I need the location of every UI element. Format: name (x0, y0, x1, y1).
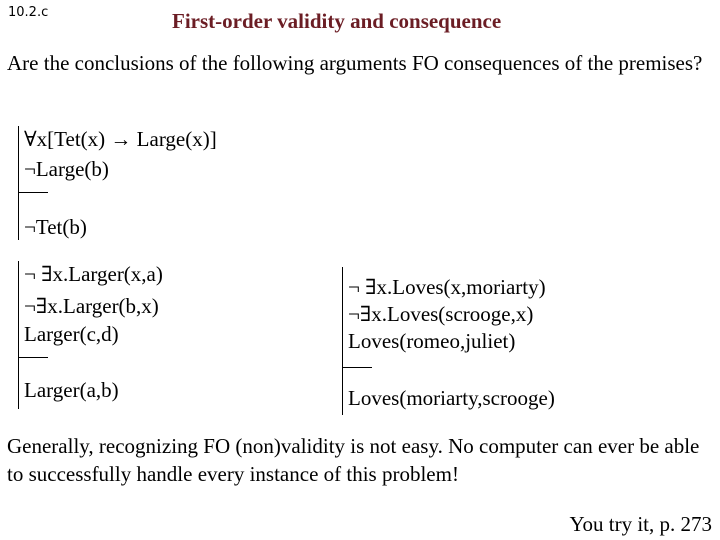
fitch-vertical-bar (18, 126, 19, 240)
fitch-bar (18, 192, 48, 193)
premise: ¬∃x.Loves(scrooge,x) (348, 302, 534, 326)
argument-1 (18, 126, 278, 241)
intro-text: Are the conclusions of the following arguments FO consequences of the premises? (7, 51, 703, 75)
footer-reference: You try it, p. 273 (569, 512, 712, 536)
argument-2 (18, 261, 278, 411)
slide-title: First-order validity and consequence (172, 9, 502, 33)
premise: Larger(c,d) (24, 322, 119, 346)
conclusion: Loves(moriarty,scrooge) (348, 386, 555, 410)
slide-number: 10.2.c (8, 5, 49, 20)
premise: ¬ ∃x.Larger(x,a) (24, 262, 163, 286)
premise: ¬ ∃x.Loves(x,moriarty) (348, 275, 546, 299)
conclusion: Larger(a,b) (24, 378, 119, 402)
premise: ∀x[Tet(x) → Large(x)] (24, 127, 217, 151)
argument-3 (342, 267, 642, 417)
premise: Loves(romeo,juliet) (348, 329, 516, 353)
fitch-vertical-bar (342, 267, 343, 415)
fitch-bar (18, 357, 48, 358)
closing-text: Generally, recognizing FO (non)validity is not easy. No computer can ever be able to successfully handle every instance of this problem! (7, 434, 700, 486)
fitch-vertical-bar (18, 261, 19, 409)
conclusion: ¬Tet(b) (24, 215, 87, 239)
premise: ¬∃x.Larger(b,x) (24, 294, 159, 318)
premise: ¬Large(b) (24, 157, 109, 181)
fitch-bar (342, 367, 372, 368)
